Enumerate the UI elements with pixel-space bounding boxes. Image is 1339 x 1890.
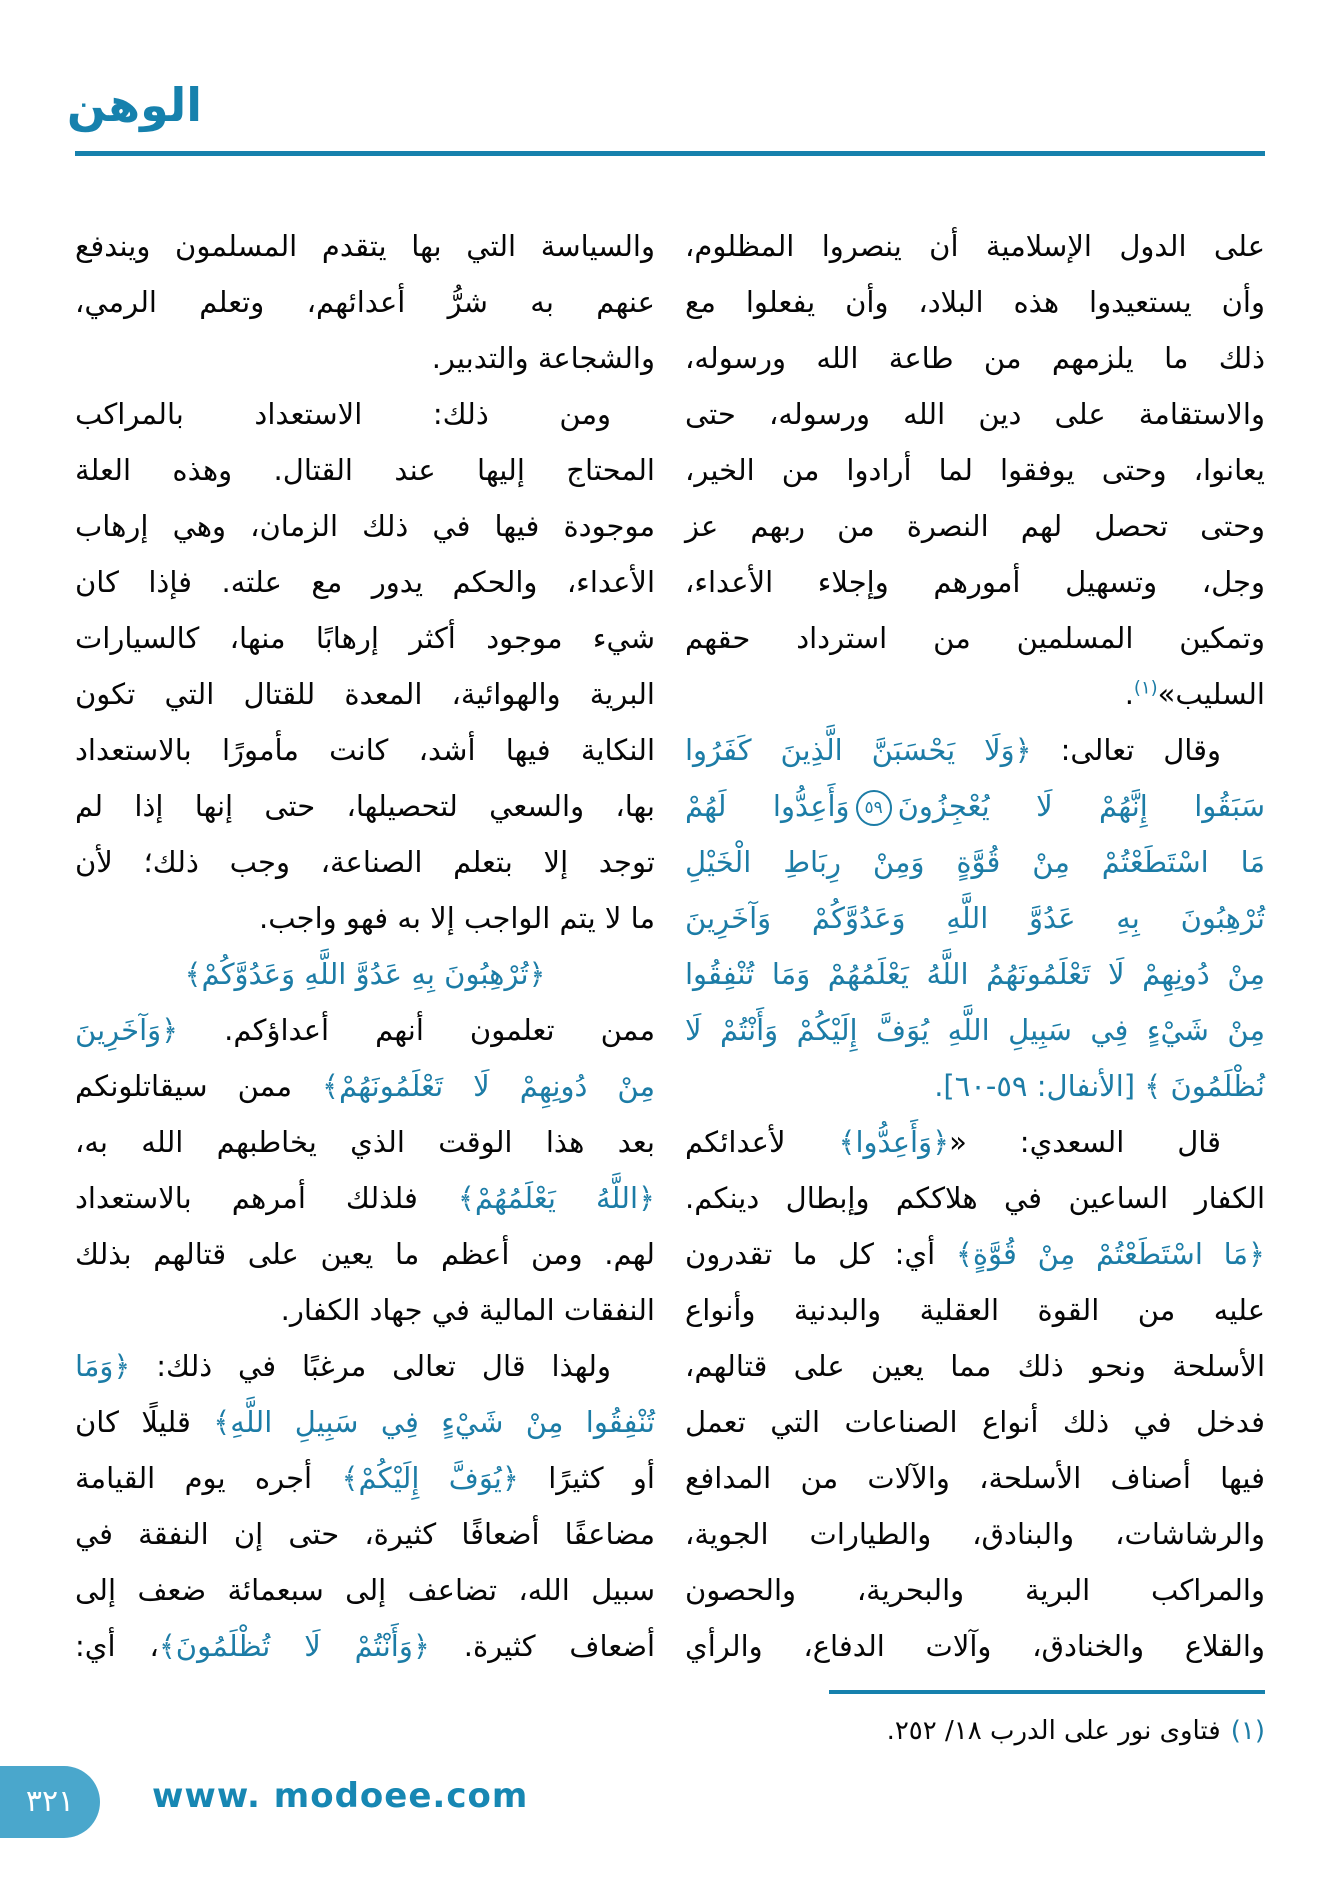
body-text: ومن ذلك: الاستعداد بالمراكب: [75, 397, 611, 431]
body-text: فيها أصناف الأسلحة، والآلات من المدافع: [685, 1461, 1265, 1495]
body-text: وأن يستعيدوا هذه البلاد، وأن يفعلوا مع: [685, 285, 1265, 319]
text-line: [685, 274, 1265, 330]
body-text: عنهم به شرُّ أعدائهم، وتعلم الرمي،: [75, 285, 655, 319]
quran-text: وَأَعِدُّوا لَهُمْ: [685, 789, 850, 823]
text-line: [75, 666, 655, 722]
body-text: وجل، وتسهيل أمورهم وإجلاء الأعداء،: [685, 565, 1265, 599]
text-line: [75, 1114, 655, 1170]
text-line: [685, 1394, 1265, 1450]
body-text: موجودة فيها في ذلك الزمان، وهي إرهاب: [75, 509, 655, 543]
quran-text: ﴿اللَّهُ يَعْلَمُهُمْ﴾: [457, 1181, 656, 1215]
body-text: ذلك ما يلزمهم من طاعة الله ورسوله،: [685, 341, 1265, 375]
body-text: لأعدائكم: [685, 1125, 839, 1159]
body-text: على الدول الإسلامية أن ينصروا المظلوم،: [685, 229, 1265, 263]
body-text: السليب»: [1157, 677, 1265, 711]
text-line: [75, 1226, 655, 1282]
text-line: [685, 722, 1265, 778]
quran-text: تُنْفِقُوا مِنْ شَيْءٍ فِي سَبِيلِ اللَّهِ﴾: [213, 1405, 655, 1439]
text-line: [685, 1170, 1265, 1226]
body-text: فلذلك أمرهم بالاستعداد: [75, 1181, 458, 1215]
text-line: [685, 1002, 1265, 1058]
footnote-ref: (١): [1133, 677, 1158, 699]
body-text: والمراكب البرية والبحرية، والحصون: [685, 1573, 1265, 1607]
quran-text: ﴿تُرْهِبُونَ بِهِ عَدُوَّ اللَّهِ وَعَدُوَّكُمْ﴾: [184, 957, 546, 991]
text-line: [75, 330, 655, 386]
body-text: المحتاج إليها عند القتال. وهذه العلة: [75, 453, 655, 487]
text-line: [685, 1226, 1265, 1282]
text-line: [685, 1506, 1265, 1562]
page-number: ٣٢١: [25, 1784, 75, 1819]
body-text: سبيل الله، تضاعف إلى سبعمائة ضعف إلى: [75, 1573, 655, 1607]
body-text: ، أي:: [75, 1629, 159, 1663]
body-text: فدخل في ذلك أنواع الصناعات التي تعمل: [685, 1405, 1265, 1439]
body-text: البرية والهوائية، المعدة للقتال التي تكون: [75, 677, 655, 711]
text-line: [75, 1450, 655, 1506]
text-line: [75, 218, 655, 274]
footnote: [685, 1706, 1265, 1756]
text-line: [685, 442, 1265, 498]
text-line: [685, 554, 1265, 610]
text-line: [75, 722, 655, 778]
body-text: وقال تعالى:: [1031, 733, 1221, 767]
body-text: بعد هذا الوقت الذي يخاطبهم الله به،: [75, 1125, 655, 1159]
text-line: [75, 778, 655, 834]
quran-text: سَبَقُوا إِنَّهُمْ لَا يُعْجِزُونَ: [897, 789, 1265, 823]
ayah-number: ٥٩: [856, 790, 892, 826]
quran-text: ﴿وَلَا يَحْسَبَنَّ الَّذِينَ كَفَرُوا: [685, 733, 1032, 767]
body-text: والرشاشات، والبنادق، والطيارات الجوية،: [685, 1517, 1265, 1551]
text-line: [685, 1282, 1265, 1338]
body-text: مضاعفًا أضعافًا كثيرة، حتى إن النفقة في: [75, 1517, 655, 1551]
body-text: يعانوا، وحتى يوفقوا لما أرادوا من الخير،: [685, 453, 1265, 487]
text-line: [75, 498, 655, 554]
body-text: توجد إلا بتعلم الصناعة، وجب ذلك؛ لأن: [75, 845, 655, 879]
quran-text: ﴿وَأَعِدُّوا﴾: [838, 1125, 950, 1159]
text-line: [685, 1338, 1265, 1394]
quran-text: ﴿وَآخَرِينَ: [75, 1013, 179, 1047]
text-line: [75, 1562, 655, 1618]
body-text: بها، والسعي لتحصيلها، حتى إنها إذا لم: [75, 789, 655, 823]
text-line: [75, 1282, 655, 1338]
body-text: .: [1124, 677, 1134, 711]
text-line: [75, 442, 655, 498]
text-line: [685, 1618, 1265, 1674]
body-text: النفقات المالية في جهاد الكفار.: [280, 1293, 655, 1327]
text-line: [685, 1114, 1265, 1170]
quran-text: تُرْهِبُونَ بِهِ عَدُوَّ اللَّهِ وَعَدُوَّكُمْ وَآخَرِينَ: [685, 901, 1265, 935]
text-line: [75, 890, 655, 946]
quran-text: مِنْ دُونِهِمْ لَا تَعْلَمُونَهُمْ﴾: [322, 1069, 655, 1103]
page-header-title: الوهن: [66, 78, 202, 132]
quran-text: مِنْ شَيْءٍ فِي سَبِيلِ اللَّهِ يُوَفَّ إِلَيْكُمْ وَأَنْتُمْ لَا: [685, 1013, 1265, 1047]
text-line: [75, 1058, 655, 1114]
page-number-pill: [0, 1766, 100, 1838]
body-text: النكاية فيها أشد، كانت مأمورًا بالاستعداد: [75, 733, 655, 767]
header-rule: [75, 151, 1265, 156]
body-text: أو كثيرًا: [518, 1461, 655, 1495]
body-text: والاستقامة على دين الله ورسوله، حتى: [685, 397, 1265, 431]
text-line: [75, 1002, 655, 1058]
text-line: [685, 1562, 1265, 1618]
text-line: [685, 666, 1265, 722]
text-line: [75, 1170, 655, 1226]
quran-text: ﴿يُوَفَّ إِلَيْكُمْ﴾: [341, 1461, 519, 1495]
quran-text: ﴿وَمَا: [75, 1349, 131, 1383]
body-text: والشجاعة والتدبير.: [431, 341, 655, 375]
body-text: لهم. ومن أعظم ما يعين على قتالهم بذلك: [75, 1237, 655, 1271]
text-line: [685, 218, 1265, 274]
body-text: وتمكين المسلمين من استرداد حقهم: [685, 621, 1265, 655]
body-text: ممن سيقاتلونكم: [75, 1069, 322, 1103]
text-line: [75, 1506, 655, 1562]
quran-text: مِنْ دُونِهِمْ لَا تَعْلَمُونَهُمُ اللَّهُ يَعْلَمُهُمْ وَمَا تُنْفِقُوا: [685, 957, 1265, 991]
body-text: أجره يوم القيامة: [75, 1461, 342, 1495]
left-column: [75, 218, 655, 1674]
body-text: الكفار الساعين في هلاككم وإبطال دينكم.: [685, 1181, 1265, 1215]
quran-text: نُظْلَمُونَ ﴾ [الأنفال: ٥٩-٦٠].: [934, 1069, 1265, 1103]
right-column: [685, 218, 1265, 1674]
text-line: [75, 946, 655, 1002]
footnote-marker: (١): [1230, 1716, 1265, 1746]
footnote-rule: [829, 1690, 1265, 1694]
body-text: عليه من القوة العقلية والبدنية وأنواع: [685, 1293, 1265, 1327]
body-text: قليلًا كان: [75, 1405, 214, 1439]
quran-text: ﴿مَا اسْتَطَعْتُمْ مِنْ قُوَّةٍ﴾: [955, 1237, 1266, 1271]
footnote-text: فتاوى نور على الدرب ١٨/ ٢٥٢.: [886, 1716, 1221, 1746]
text-line: [685, 778, 1265, 834]
body-text: وحتى تحصل لهم النصرة من ربهم عز: [685, 509, 1265, 543]
text-line: [685, 330, 1265, 386]
body-text: والقلاع والخنادق، وآلات الدفاع، والرأي: [685, 1629, 1265, 1663]
body-text: شيء موجود أكثر إرهابًا منها، كالسيارات: [75, 621, 655, 655]
text-line: [685, 1058, 1265, 1114]
text-line: [685, 946, 1265, 1002]
text-line: [685, 834, 1265, 890]
text-line: [685, 610, 1265, 666]
text-line: [75, 386, 655, 442]
body-text: ما لا يتم الواجب إلا به فهو واجب.: [258, 901, 655, 935]
body-text: الأسلحة ونحو ذلك مما يعين على قتالهم،: [685, 1349, 1265, 1383]
body-text: قال السعدي: «: [949, 1125, 1221, 1159]
text-line: [75, 610, 655, 666]
text-line: [75, 274, 655, 330]
text-line: [75, 1338, 655, 1394]
text-line: [75, 1618, 655, 1674]
body-text: أي: كل ما تقدرون: [685, 1237, 956, 1271]
text-line: [75, 1394, 655, 1450]
body-text: الأعداء، والحكم يدور مع علته. فإذا كان: [75, 565, 655, 599]
body-text: ولهذا قال تعالى مرغبًا في ذلك:: [130, 1349, 611, 1383]
body-text: أضعاف كثيرة.: [429, 1629, 656, 1663]
body-text: والسياسة التي بها يتقدم المسلمون ويندفع: [75, 229, 655, 263]
text-line: [75, 554, 655, 610]
text-line: [685, 498, 1265, 554]
text-line: [685, 890, 1265, 946]
text-line: [75, 834, 655, 890]
quran-text: ﴿وَأَنْتُمْ لَا تُظْلَمُونَ﴾: [158, 1629, 430, 1663]
text-line: [685, 386, 1265, 442]
quran-text: مَا اسْتَطَعْتُمْ مِنْ قُوَّةٍ وَمِنْ رِبَاطِ الْخَيْلِ: [685, 845, 1265, 879]
body-text: ممن تعلمون أنهم أعداؤكم.: [178, 1013, 655, 1047]
website-url[interactable]: www. modoee.com: [152, 1776, 529, 1816]
text-line: [685, 1450, 1265, 1506]
